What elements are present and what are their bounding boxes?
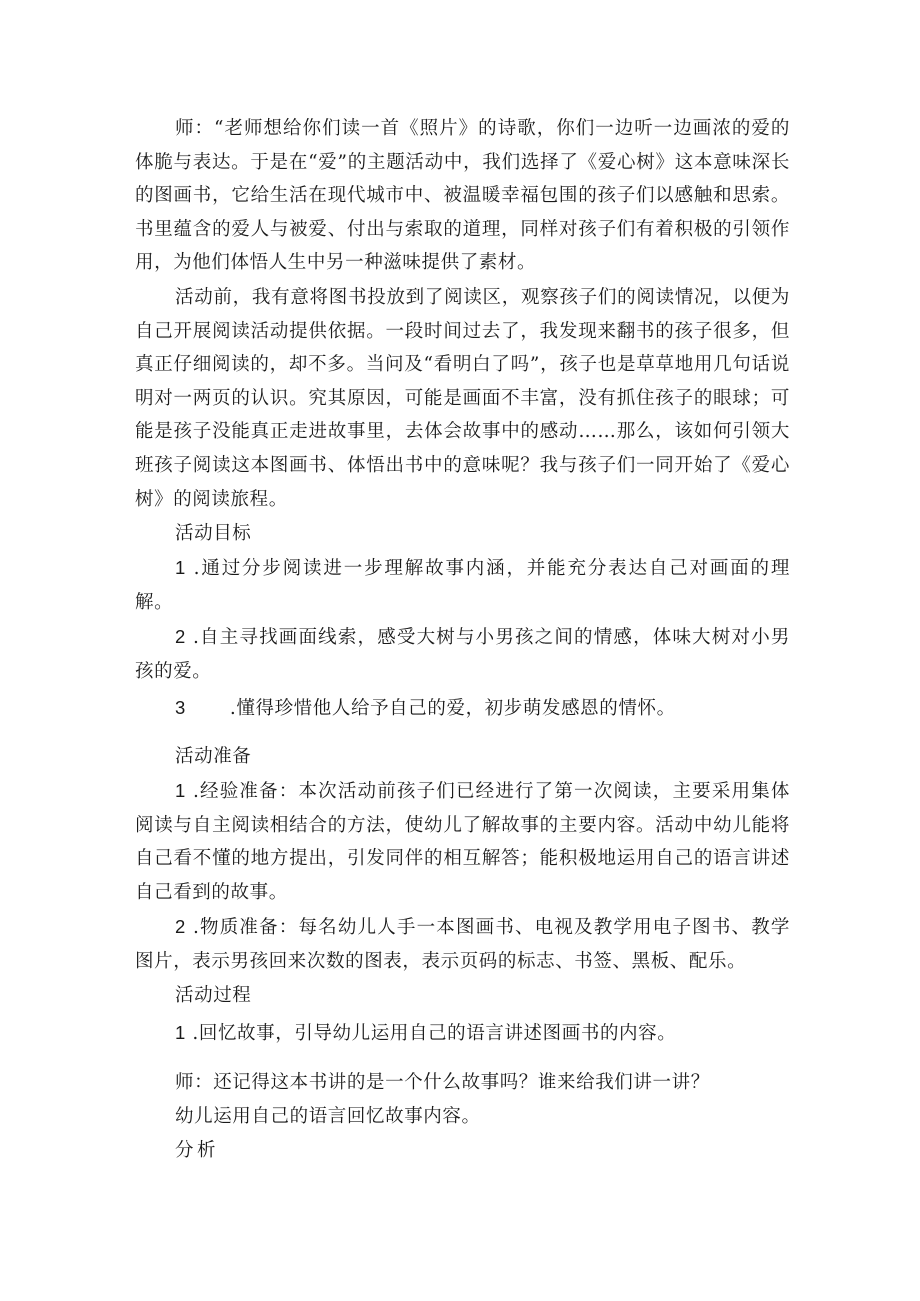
goal-text: .懂得珍惜他人给予自己的爱，初步萌发感恩的情怀。 xyxy=(229,698,676,719)
process-heading: 活动过程 xyxy=(175,985,252,1006)
goal-item-1 xyxy=(135,551,790,619)
goal-item-3 xyxy=(135,691,790,726)
goal-item-2 xyxy=(135,620,790,688)
teacher-question: 师：还记得这本书讲的是一个什么故事吗？谁来给我们讲一讲？ xyxy=(175,1072,710,1093)
goal-number: 3 xyxy=(175,697,186,718)
prep-item-1 xyxy=(135,774,790,909)
process-item-1 xyxy=(135,1016,790,1051)
process-number: 1 xyxy=(175,1022,186,1043)
goal-text: .通过分步阅读进一步理解故事内涵，并能充分表达自己对画面的理解。 xyxy=(135,558,791,613)
goal-number: 1 xyxy=(175,557,186,578)
prep-number: 2 xyxy=(175,916,186,937)
prep-text: .物质准备：每名幼儿人手一本图画书、电视及教学用电子图书、教学图片，表示男孩回来次数的图表，表示页码的标志、书签、黑板、配乐。 xyxy=(135,917,791,972)
goals-heading: 活动目标 xyxy=(175,523,252,544)
goal-number: 2 xyxy=(175,626,186,647)
intro-paragraph: 师：“老师想给你们读一首《照片》的诗歌，你们一边听一边画浓的爱的体脆与表达。于是在“爱”的主题活动中，我们选择了《爱心树》这本意味深长的图画书，它给生活在现代城市中、被温暖幸福包围的孩子们以感触和思索。书里蕴含的爱人与被爱、付出与索取的道理，同样对孩子们有着积极的引领作用，为他们体悟人生中另一种滋味提供了素材。 xyxy=(135,118,790,274)
prep-number: 1 xyxy=(175,780,186,801)
goal-text: .自主寻找画面线索，感受大树与小男孩之间的情感，体味大树对小男孩的爱。 xyxy=(135,627,791,682)
prep-item-2 xyxy=(135,910,790,978)
child-response: 幼儿运用自己的语言回忆故事内容。 xyxy=(175,1106,481,1127)
process-text: .回忆故事，引导幼儿运用自己的语言讲述图画书的内容。 xyxy=(192,1023,677,1044)
background-paragraph: 活动前，我有意将图书投放到了阅读区，观察孩子们的阅读情况，以便为自己开展阅读活动提供依据。一段时间过去了，我发现来翻书的孩子很多，但真正仔细阅读的，却不多。当问及“看明白了吗”，孩子也是草草地用几句话说明对一两页的认识。究其原因，可能是画面不丰富，没有抓住孩子的眼球；可能是孩子没能真正走进故事里，去体会故事中的感动……那么，该如何引领大班孩子阅读这本图画书、体悟出书中的意味呢？我与孩子们一同开始了《爱心树》的阅读旅程。 xyxy=(135,287,790,510)
prep-heading: 活动准备 xyxy=(175,746,252,767)
analysis-heading: 分析 xyxy=(175,1140,220,1161)
prep-text: .经验准备：本次活动前孩子们已经进行了第一次阅读，主要采用集体阅读与自主阅读相结合的方法，使幼儿了解故事的主要内容。活动中幼儿能将自己看不懂的地方提出，引发同伴的相互解答；能积极地运用自己的语言讲述自己看到的故事。 xyxy=(135,781,791,903)
